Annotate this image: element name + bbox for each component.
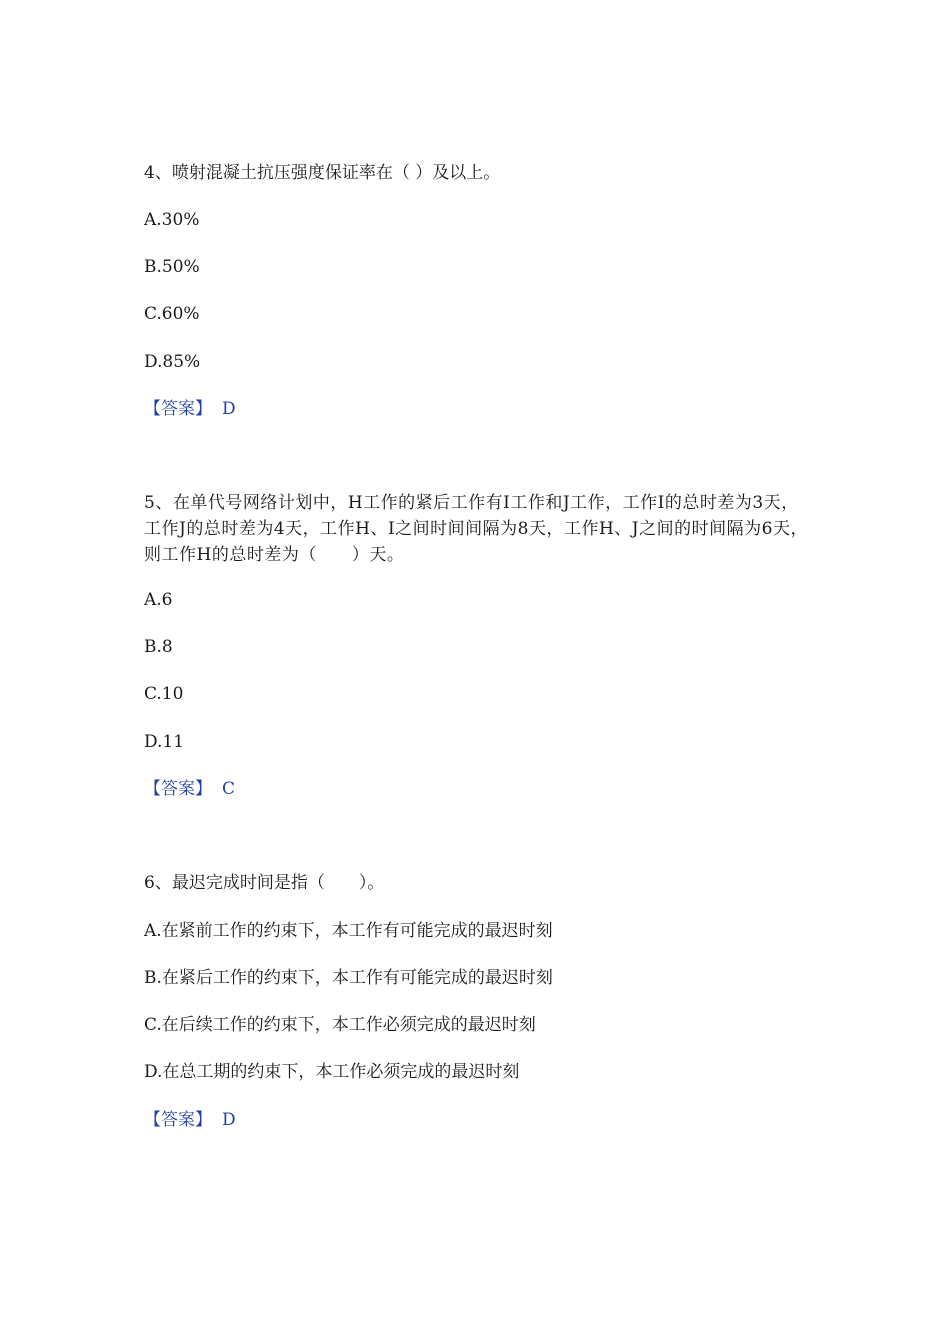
answer-line	[144, 1107, 236, 1133]
option-b: B.50%	[144, 257, 200, 277]
answer-value: D	[222, 1110, 236, 1130]
question-stem: 5、在单代号网络计划中，H工作的紧后工作有I工作和J工作，工作I的总时差为3天，工作J的总时差为4天，工作H、I之间时间间隔为8天，工作H、J之间的时间隔为6天，则工作H的总时差为（ ）天。	[144, 493, 808, 565]
option-c: C.在后续工作的约束下，本工作必须完成的最迟时刻	[144, 1015, 536, 1035]
option-d: D.11	[144, 732, 185, 752]
question-stem: 6、最迟完成时间是指（ ）。	[144, 873, 385, 893]
answer-line	[144, 396, 236, 422]
answer-line	[144, 776, 235, 802]
answer-value: D	[222, 399, 236, 419]
option-a: A.6	[144, 590, 173, 610]
answer-label: 【答案】	[144, 779, 212, 799]
option-d: D.在总工期的约束下，本工作必须完成的最迟时刻	[144, 1062, 520, 1082]
answer-label: 【答案】	[144, 399, 212, 419]
option-c: C.10	[144, 684, 184, 704]
question-stem: 4、喷射混凝土抗压强度保证率在（ ）及以上。	[144, 163, 501, 183]
option-c: C.60%	[144, 304, 200, 324]
option-b: B.8	[144, 637, 173, 657]
option-a: A.30%	[144, 210, 200, 230]
answer-value: C	[222, 779, 236, 799]
option-a: A.在紧前工作的约束下，本工作有可能完成的最迟时刻	[144, 921, 553, 941]
answer-label: 【答案】	[144, 1110, 212, 1130]
option-b: B.在紧后工作的约束下，本工作有可能完成的最迟时刻	[144, 968, 553, 988]
option-d: D.85%	[144, 352, 201, 372]
